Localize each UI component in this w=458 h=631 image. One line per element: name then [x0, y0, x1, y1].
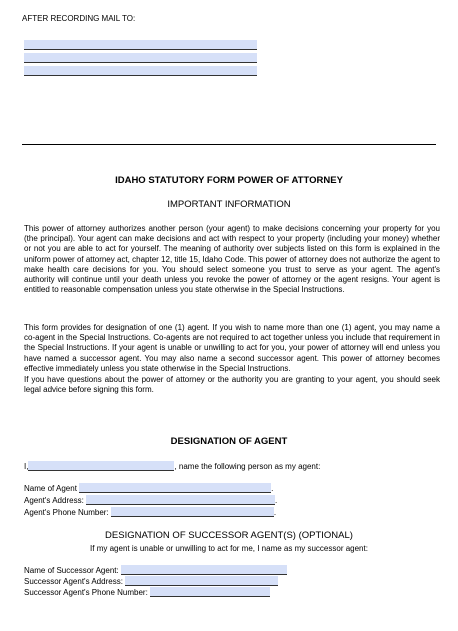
important-information-heading: IMPORTANT INFORMATION: [167, 199, 291, 210]
agent-name-field[interactable]: [79, 483, 271, 493]
successor-phone-row: [24, 587, 270, 598]
successor-name-row: [24, 565, 287, 576]
divider: [22, 144, 436, 145]
successor-address-row: [24, 576, 278, 587]
principal-name-field[interactable]: [28, 461, 174, 471]
successor-intro: If my agent is unable or unwilling to act for me, I name as my successor agent:: [90, 544, 368, 553]
i-prefix: I,: [24, 462, 29, 471]
mail-to-field-3[interactable]: [24, 66, 257, 76]
agent-address-row: Agent's Address: .: [24, 496, 278, 505]
successor-phone-label: Successor Agent's Phone Number:: [24, 588, 148, 597]
successor-phone-field[interactable]: [150, 587, 270, 597]
successor-name-label: Name of Successor Agent:: [24, 566, 119, 575]
agent-name-row: Name of Agent .: [24, 484, 274, 493]
agent-name-label: Name of Agent: [24, 484, 77, 493]
after-recording-label: AFTER RECORDING MAIL TO:: [22, 14, 136, 23]
agent-phone-label: Agent's Phone Number:: [24, 508, 109, 517]
document-title: IDAHO STATUTORY FORM POWER OF ATTORNEY: [115, 175, 343, 186]
agent-phone-field[interactable]: [111, 507, 274, 517]
successor-name-field[interactable]: [121, 565, 287, 575]
agent-phone-row: Agent's Phone Number: .: [24, 508, 277, 517]
principal-row: [24, 461, 320, 472]
info-paragraph-1: This power of attorney authorizes another person (your agent) to make decisions concerning your property for you (the principal). Your agent can make decisions and act with respect to your property (including your money) whether or not you are able to act for yourself. The meaning of authority over subjects listed on this form is explained in the uniform power of attorney act, chapter 12, title 15, Idaho Code. This power of attorney does not authorize the agent to make health care decisions for you. You should select someone you trust to serve as your agent. The agent's authority will continue until your death unless you revoke the power of attorney or the agent resigns. Your agent is entitled to reasonable compensation unless you state otherwise in the Special Instructions.: [24, 224, 440, 295]
info-paragraph-3: If you have questions about the power of attorney or the authority you are granting to your agent, you should seek legal advice before signing this form.: [24, 375, 440, 395]
successor-heading: DESIGNATION OF SUCCESSOR AGENT(S) (OPTIONAL): [105, 530, 353, 541]
info-paragraph-2: This form provides for designation of one (1) agent. If you wish to name more than one (1) agent, you may name a co-agent in the Special Instructions. Co-agents are not required to act together unless you include that requirement in the Special Instructions. If your agent is unable or unwilling to act for you, your power of attorney will end unless you have named a successor agent. You may also name a second successor agent. This power of attorney becomes effective immediately unless you state otherwise in the Special Instructions.: [24, 323, 440, 373]
agent-address-label: Agent's Address:: [24, 496, 84, 505]
mail-to-field-1[interactable]: [24, 40, 257, 50]
agent-address-field[interactable]: [86, 495, 275, 505]
i-suffix: , name the following person as my agent:: [174, 462, 321, 471]
successor-address-field[interactable]: [125, 576, 278, 586]
designation-heading: DESIGNATION OF AGENT: [170, 436, 288, 447]
successor-address-label: Successor Agent's Address:: [24, 577, 123, 586]
mail-to-field-2[interactable]: [24, 53, 257, 63]
